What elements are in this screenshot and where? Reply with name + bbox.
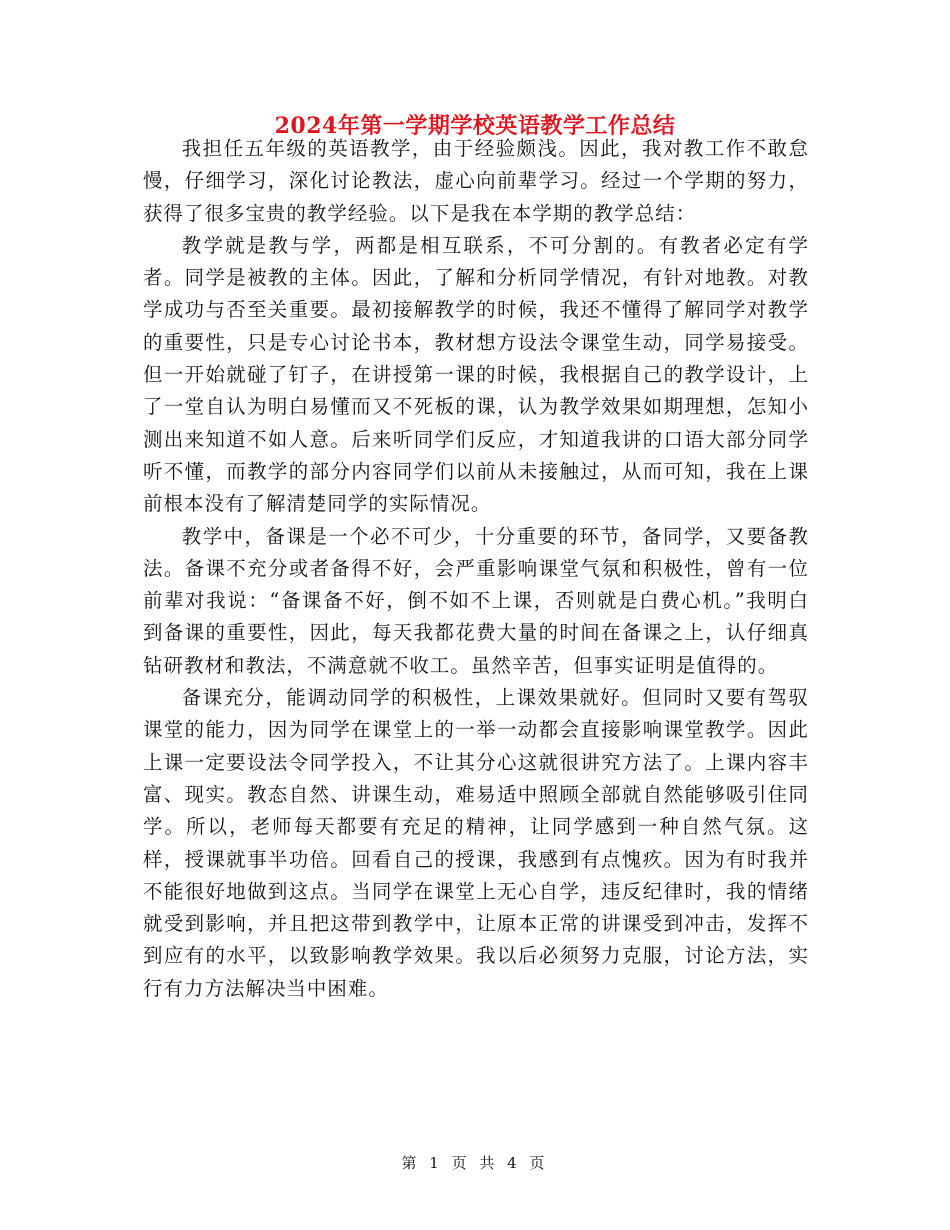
- paragraph-2: 教学就是教与学，两都是相互联系，不可分割的。有教者必定有学者。同学是被教的主体。因此，了解和分析同学情况，有针对地教。对教学成功与否至关重要。最初接解教学的时候，我还不懂得了解同学对教学的重要性，只是专心讨论书本，教材想方设法令课堂生动，同学易接受。但一开始就碰了钉子，在讲授第一课的时候，我根据自己的教学设计，上了一堂自认为明白易懂而又不死板的课，认为教学效果如期理想，怎知小测出来知道不如人意。后来听同学们反应，才知道我讲的口语大部分同学听不懂，而教学的部分内容同学们以前从未接触过，从而可知，我在上课前根本没有了解清楚同学的实际情况。: [143, 233, 809, 516]
- paragraph-3: 教学中，备课是一个必不可少，十分重要的环节，备同学，又要备教法。备课不充分或者备得不好，会严重影响课堂气氛和积极性，曾有一位前辈对我说：“备课备不好，倒不如不上课，否则就是白费心机。”我明白到备课的重要性，因此，每天我都花费大量的时间在备课之上，认仔细真钻研教材和教法，不满意就不收工。虽然辛苦，但事实证明是值得的。: [143, 524, 809, 677]
- document-body: [143, 133, 809, 1005]
- page-title: 2024年第一学期学校英语教学工作总结: [274, 113, 676, 139]
- paragraph-4: 备课充分，能调动同学的积极性，上课效果就好。但同时又要有驾驭课堂的能力，因为同学在课堂上的一举一动都会直接影响课堂教学。因此上课一定要设法令同学投入，不让其分心这就很讲究方法了。上课内容丰富、现实。教态自然、讲课生动，难易适中照顾全部就自然能够吸引住同学。所以，老师每天都要有充足的精神，让同学感到一种自然气氛。这样，授课就事半功倍。回看自己的授课，我感到有点愧疚。因为有时我并不能很好地做到这点。当同学在课堂上无心自学，违反纪律时，我的情绪就受到影响，并且把这带到教学中，让原本正常的讲课受到冲击，发挥不到应有的水平，以致影响教学效果。我以后必须努力克服，讨论方法，实行有力方法解决当中困难。: [143, 686, 809, 1000]
- paragraph-1: 我担任五年级的英语教学，由于经验颇浅。因此，我对教工作不敢怠慢，仔细学习，深化讨论教法，虚心向前辈学习。经过一个学期的努力，获得了很多宝贵的教学经验。以下是我在本学期的教学总结：: [143, 137, 809, 225]
- page-footer: 第 1 页 共 4 页: [401, 1154, 549, 1172]
